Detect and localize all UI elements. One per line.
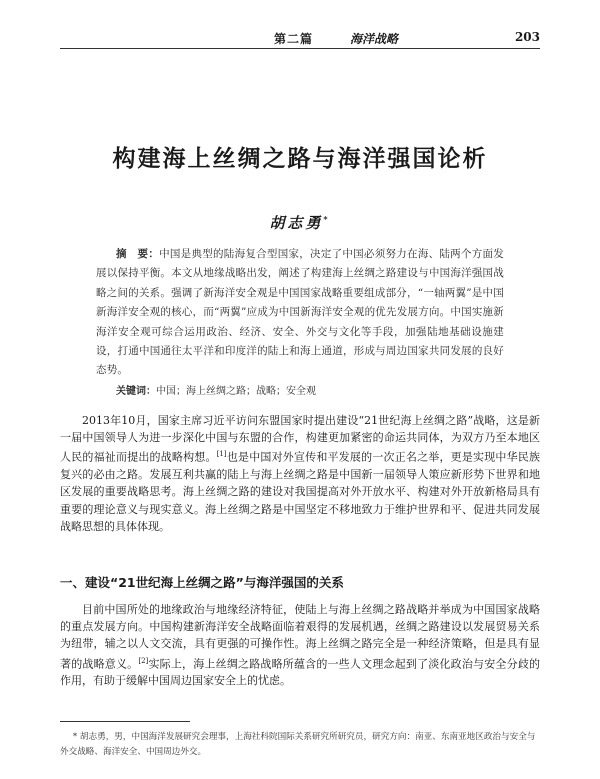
abstract-label: 摘 要：	[116, 248, 160, 260]
paragraph-1-text: 2013年10月，国家主席习近平访问东盟国家时提出建设“21世纪海上丝绸之路”战略，这是新一届中国领导人为进一步深化中国与东盟的合作，构建更加紧密的命运共同体，为双方乃至本地区人民的福祉而提出的战略构想。	[60, 414, 540, 465]
paragraph-2-cont: 实际上，海上丝绸之路战略所蕴含的一些人文理念起到了淡化政治与安全分歧的作用，有助于缓解中国周边国家安全上的忧虑。	[60, 657, 541, 688]
paragraph-2-text: 目前中国所处的地缘政治与地缘经济特征，使陆上与海上丝绸之路战略并举成为中国国家战略的重点发展方向。中国构建新海洋安全战略面临着艰得的发展机遇，丝绸之路建设以发展贸易关系为纽带，辅之以人文交流，具有更强的可操作性。海上丝绸之路完全是一种经济策略，但是具有显著的战略意义。	[60, 603, 540, 671]
author-line	[0, 212, 600, 233]
author-name: 胡志勇	[269, 214, 324, 232]
author-footnote-mark: *	[323, 214, 331, 224]
section-heading: 一、建设“21世纪海上丝绸之路”与海洋强国的关系	[60, 575, 344, 590]
paragraph-1-cont: 也是中国对外宣传和平发展的一次正名之举，更是实现中华民族复兴的必由之路。发展互利共赢的陆上与海上丝绸之路是中国新一届领导人策应新形势下世界和地区发展的重要战略思考。海上丝绸之路的建设对我国提高对外开放水平、构建对外开放新格局具有重要的理论意义与现实意义。海上丝绸之路是中国坚定不移地致力于维护世界和平、促进共同发展战略思想的具体体现。	[60, 451, 541, 533]
body-paragraph-2	[60, 601, 540, 690]
abstract-text: 中国是典型的陆海复合型国家，决定了中国必须努力在海、陆两个方面发展以保持平衡。本文从地缘战略出发，阐述了构建海上丝绸之路建设与中国海洋强国战略之间的关系。强调了新海洋安全观是中国国家战略重要组成部分，“一轴两翼”是中国新海洋安全观的核心，而“两翼”应成为中国新海洋安全观的优先发展方向。中国实施新海洋安全观可综合运用政治、经济、安全、外交与文化等手段，加强陆地基础设施建设，打通中国通往太平洋和印度洋的陆上和海上通道，形成与周边国家共同发展的良好态势。	[96, 248, 504, 377]
keywords	[116, 384, 504, 400]
citation-2: [2]	[138, 656, 149, 665]
paper-title: 构建海上丝绸之路与海洋强国论析	[112, 146, 488, 172]
footnote-divider	[60, 721, 190, 722]
citation-1: [1]	[216, 450, 227, 459]
keywords-label: 关键词：	[116, 386, 156, 397]
page-number: 203	[514, 30, 540, 44]
body-paragraph-1	[60, 412, 540, 535]
author-footnote: * 胡志勇，男，中国海洋发展研究会理事，上海社科院国际关系研究所研究员，研究方向：南亚、东南亚地区政治与安全与外交战略、海洋安全、中国周边外交。	[60, 732, 536, 757]
abstract	[96, 245, 504, 381]
keywords-text: 中国；海上丝绸之路；战略；安全观	[156, 386, 316, 397]
section-label: 海洋战略	[350, 32, 399, 46]
part-label: 第二篇	[274, 32, 314, 46]
running-header	[60, 28, 540, 49]
